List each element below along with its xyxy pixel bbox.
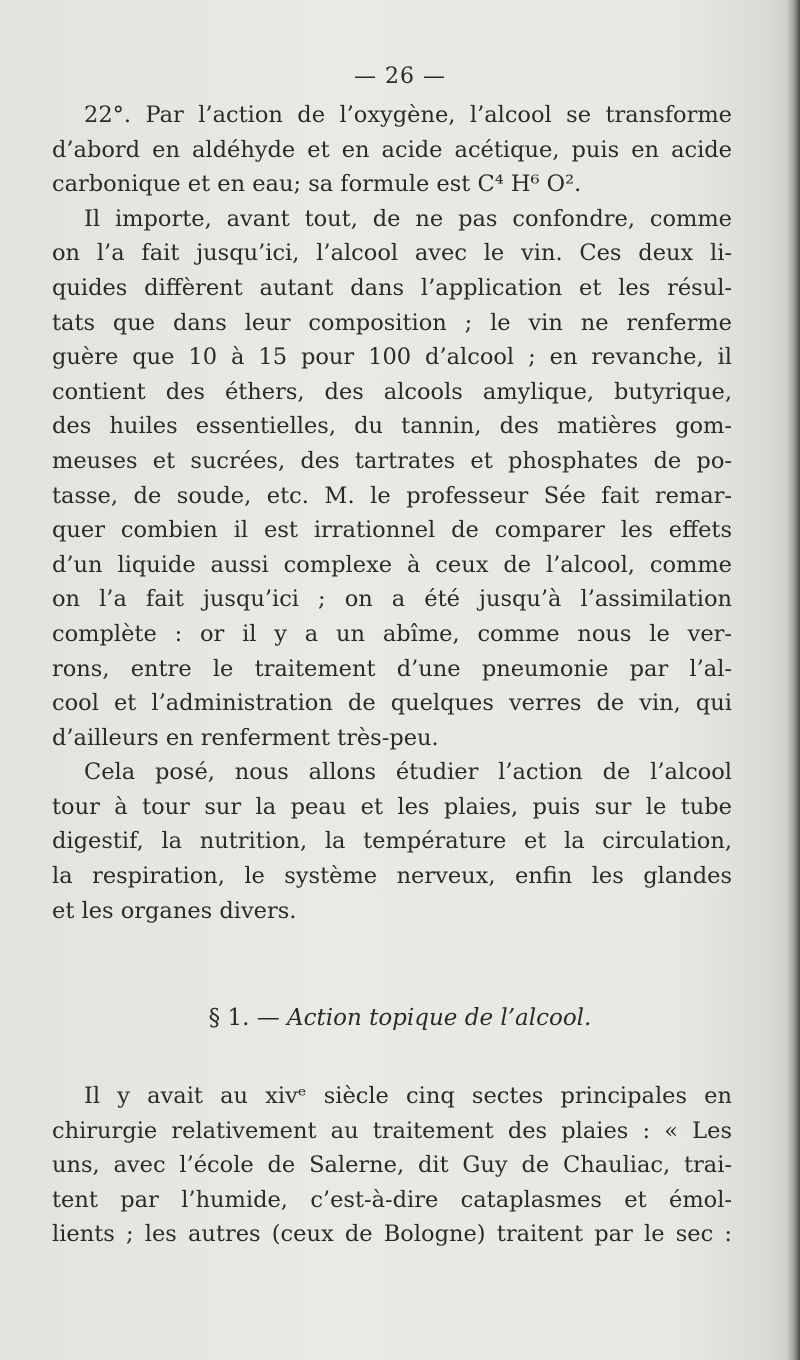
text-line: tats que dans leur composition ; le vin ne renferme <box>52 309 732 336</box>
paragraph-1 <box>52 98 732 202</box>
text-line: la respiration, le système nerveux, enfin les glandes <box>52 863 732 890</box>
page-edge <box>786 0 800 1360</box>
text-line: tasse, de soude, etc. M. le professeur Sée fait remar- <box>52 482 732 509</box>
page-number: — 26 — <box>354 64 446 89</box>
section-title: Action topique de l’alcool. <box>287 1005 592 1031</box>
text-line: Cela posé, nous allons étudier l’action de l’alcool <box>84 759 732 786</box>
text-line: on l’a fait jusqu’ici ; on a été jusqu’à l’assimilation <box>52 586 732 613</box>
text-line: des huiles essentielles, du tannin, des matières gom- <box>52 413 732 440</box>
text-line: digestif, la nutrition, la température et la circulation, <box>52 828 732 855</box>
body-text <box>52 98 732 928</box>
paragraph-3 <box>52 755 732 928</box>
text-line: quides diffèrent autant dans l’application et les résul- <box>52 274 732 301</box>
text-line: tour à tour sur la peau et les plaies, puis sur le tube <box>52 793 732 820</box>
text-line: meuses et sucrées, des tartrates et phosphates de po- <box>52 447 732 474</box>
text-line: Il importe, avant tout, de ne pas confondre, comme <box>84 205 732 232</box>
text-line: quer combien il est irrationnel de comparer les effets <box>52 517 732 544</box>
text-line: contient des éthers, des alcools amylique, butyrique, <box>52 378 732 405</box>
text-line: chirurgie relativement au traitement des plaies : « Les <box>52 1117 732 1144</box>
text-line: d’abord en aldéhyde et en acide acétique, puis en acide <box>52 136 732 163</box>
text-line: carbonique et en eau; sa formule est C⁴ H⁶ O². <box>52 171 582 198</box>
text-line: d’ailleurs en renferment très-peu. <box>52 724 439 751</box>
text-line: guère que 10 à 15 pour 100 d’alcool ; en revanche, il <box>52 344 732 371</box>
text-line: uns, avec l’école de Salerne, dit Guy de Chauliac, trai- <box>52 1152 732 1179</box>
text-line: on l’a fait jusqu’ici, l’alcool avec le vin. Ces deux li- <box>52 240 732 267</box>
text-line: lients ; les autres (ceux de Bologne) traitent par le sec : <box>52 1221 732 1248</box>
section-number: § 1. — <box>208 1005 280 1031</box>
text-line: cool et l’administration de quelques verres de vin, qui <box>52 690 732 717</box>
text-line: Il y avait au xivᵉ siècle cinq sectes principales en <box>84 1083 732 1109</box>
text-line: 22°. Par l’action de l’oxygène, l’alcool se transforme <box>84 102 732 128</box>
text-line: complète : or il y a un abîme, comme nous le ver- <box>52 620 732 647</box>
text-line: rons, entre le traitement d’une pneumonie par l’al- <box>52 655 732 682</box>
paragraph-2 <box>52 202 732 756</box>
section-heading <box>0 1005 800 1031</box>
text-line: et les organes divers. <box>52 897 297 924</box>
text-line: tent par l’humide, c’est-à-dire cataplasmes et émol- <box>52 1186 732 1213</box>
text-line: d’un liquide aussi complexe à ceux de l’alcool, comme <box>52 551 732 578</box>
section-body-text <box>52 1079 732 1252</box>
